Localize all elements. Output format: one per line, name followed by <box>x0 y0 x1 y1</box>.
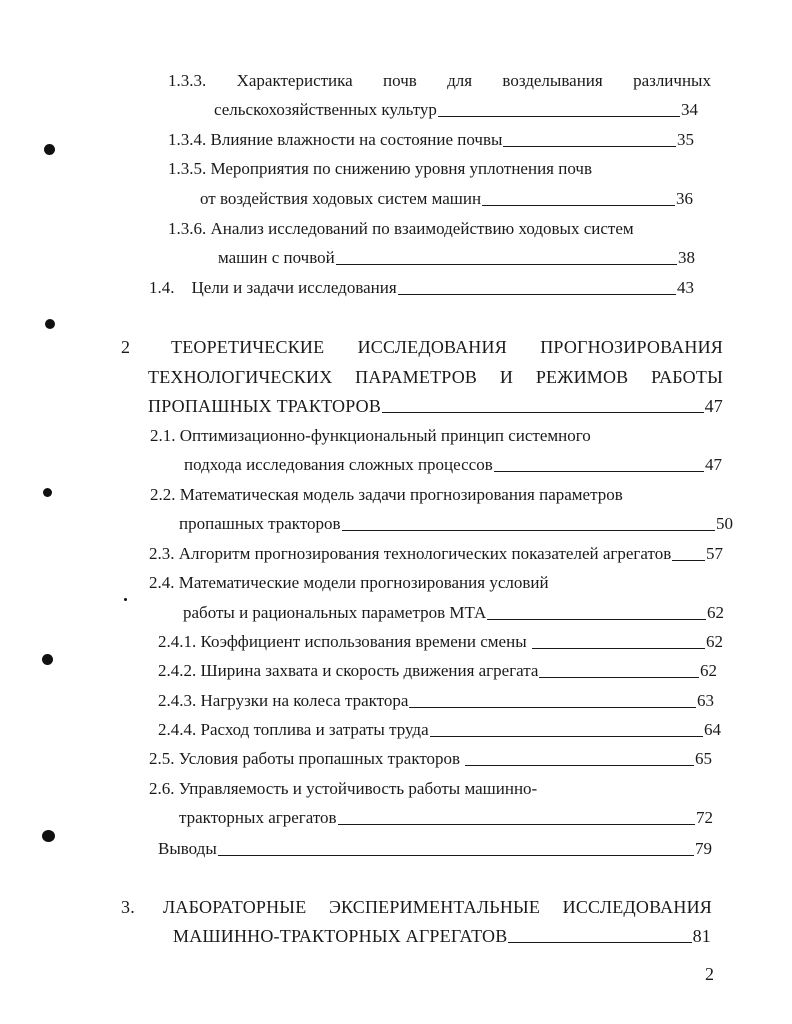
leader-line <box>398 294 676 295</box>
entry-title: тракторных агрегатов <box>179 808 337 827</box>
chapter-2-title-line1 <box>171 337 723 357</box>
entry-word: почв <box>383 71 417 90</box>
leader-line <box>494 471 704 472</box>
page-ref: 38 <box>678 248 695 267</box>
toc-entry-2-4 <box>149 573 549 593</box>
entry-title: машин с почвой <box>218 248 335 267</box>
toc-entry-2-4-1 <box>158 632 723 652</box>
entry-word: возделывания <box>502 71 603 90</box>
toc-entry-2-2-cont <box>179 514 733 534</box>
leader-line <box>409 707 696 708</box>
page-ref: 72 <box>696 808 713 827</box>
toc-entry-1-4 <box>149 278 694 298</box>
entry-title: работы и рациональных параметров МТА <box>183 603 487 622</box>
leader-line <box>465 765 694 766</box>
entry-title: 1.3.5. Мероприятия по снижению уровня уплотнения почв <box>168 159 592 178</box>
entry-title: 1.4. Цели и задачи исследования <box>149 278 397 297</box>
chapter-2-number <box>121 337 130 357</box>
entry-title: Выводы <box>158 839 217 858</box>
page-ref: 43 <box>677 278 694 297</box>
page-ref: 79 <box>695 839 712 858</box>
chapter-3-title-line1 <box>163 897 712 917</box>
leader-line <box>672 560 705 561</box>
chapter-word: ИССЛЕДОВАНИЯ <box>357 337 507 357</box>
chapter-2-title-line2 <box>148 367 723 387</box>
page-ref: 65 <box>695 749 712 768</box>
page-ref: 50 <box>716 514 733 533</box>
leader-line <box>487 619 706 620</box>
chapter-3-number <box>121 897 135 917</box>
scan-mark <box>45 319 55 329</box>
chapter-word: ТЕХНОЛОГИЧЕСКИХ <box>148 367 333 387</box>
page-number: 2 <box>705 964 714 984</box>
toc-entry-2-3 <box>149 544 723 564</box>
leader-line <box>336 264 677 265</box>
leader-line <box>532 648 705 649</box>
entry-title: 1.3.6. Анализ исследований по взаимодействию ходовых систем <box>168 219 634 238</box>
entry-title: пропашных тракторов <box>179 514 341 533</box>
entry-title: 2.6. Управляемость и устойчивость работы машинно- <box>149 779 538 798</box>
toc-entry-1-3-3-cont <box>214 100 698 120</box>
page-ref: 47 <box>704 396 723 416</box>
entry-title: сельскохозяйственных культур <box>214 100 437 119</box>
toc-entry-2-6-cont <box>179 808 713 828</box>
entry-title: 2.4.2. Ширина захвата и скорость движения агрегата <box>158 661 539 680</box>
entry-title: 2.1. Оптимизационно-функциональный принцип системного <box>150 426 591 445</box>
toc-entry-1-3-3 <box>168 71 711 91</box>
scan-mark <box>42 654 53 665</box>
chapter-word: ЭКСПЕРИМЕНТАЛЬНЫЕ <box>328 897 541 917</box>
page-ref: 57 <box>706 544 723 563</box>
leader-line <box>218 855 694 856</box>
page-ref: 62 <box>706 632 723 651</box>
toc-entry-2-4-2 <box>158 661 717 681</box>
scan-mark <box>43 488 52 497</box>
page-ref: 62 <box>700 661 717 680</box>
toc-entry-conclusions <box>158 839 712 859</box>
page-ref: 64 <box>704 720 721 739</box>
page-ref: 36 <box>676 189 693 208</box>
leader-line <box>342 530 715 531</box>
entry-title: 2.4.4. Расход топлива и затраты труда <box>158 720 429 739</box>
entry-title: 1.3.4. Влияние влажности на состояние почвы <box>168 130 503 149</box>
page-ref: 35 <box>677 130 694 149</box>
entry-title: от воздействия ходовых систем машин <box>200 189 482 208</box>
chapter-word: ИССЛЕДОВАНИЯ <box>562 897 712 917</box>
toc-entry-2-4-3 <box>158 691 714 711</box>
leader-line <box>503 146 676 147</box>
entry-title: 2.2. Математическая модель задачи прогнозирования параметров <box>150 485 623 504</box>
toc-entry-2-1-cont <box>184 455 722 475</box>
entry-title: 2.4. Математические модели прогнозирования условий <box>149 573 549 592</box>
toc-entry-2-5 <box>149 749 712 769</box>
toc-entry-2-6 <box>149 779 537 799</box>
chapter-word: И <box>499 367 514 387</box>
page-ref: 47 <box>705 455 722 474</box>
leader-line <box>438 116 680 117</box>
chapter-word: ТЕОРЕТИЧЕСКИЕ <box>171 337 325 357</box>
toc-entry-1-3-5-cont <box>200 189 693 209</box>
entry-number: 1.3.3. <box>168 71 207 90</box>
chapter-number: 3. <box>121 897 135 917</box>
page-ref: 34 <box>681 100 698 119</box>
toc-entry-1-3-6 <box>168 219 634 239</box>
entry-title: 2.4.3. Нагрузки на колеса трактора <box>158 691 409 710</box>
toc-entry-1-3-6-cont <box>218 248 695 268</box>
entry-word: различных <box>633 71 711 90</box>
chapter-title: МАШИННО-ТРАКТОРНЫХ АГРЕГАТОВ <box>173 926 508 946</box>
page-ref: 62 <box>707 603 724 622</box>
toc-entry-2-4-4 <box>158 720 721 740</box>
entry-word: для <box>447 71 473 90</box>
entry-title: 2.5. Условия работы пропашных тракторов <box>149 749 465 768</box>
toc-entry-2-4-cont <box>183 603 724 623</box>
leader-line <box>482 205 675 206</box>
page-ref: 81 <box>692 926 711 946</box>
scan-mark <box>44 144 55 155</box>
page-ref: 63 <box>697 691 714 710</box>
chapter-word: РАБОТЫ <box>651 367 723 387</box>
chapter-3-title-cont <box>173 926 711 946</box>
chapter-word: ПРОГНОЗИРОВАНИЯ <box>540 337 723 357</box>
chapter-title: ПРОПАШНЫХ ТРАКТОРОВ <box>148 396 382 416</box>
entry-title: 2.4.1. Коэффициент использования времени смены <box>158 632 531 651</box>
chapter-word: ПАРАМЕТРОВ <box>355 367 478 387</box>
entry-title: 2.3. Алгоритм прогнозирования технологических показателей агрегатов <box>149 544 672 563</box>
leader-line <box>508 942 691 943</box>
chapter-number: 2 <box>121 337 131 357</box>
chapter-word: ЛАБОРАТОРНЫЕ <box>163 897 307 917</box>
leader-line <box>338 824 695 825</box>
scan-mark <box>42 830 55 842</box>
toc-entry-1-3-5 <box>168 159 592 179</box>
entry-word: Характеристика <box>236 71 353 90</box>
chapter-2-title-cont <box>148 396 723 416</box>
toc-entry-1-3-4 <box>168 130 694 150</box>
leader-line <box>430 736 703 737</box>
leader-line <box>539 677 699 678</box>
entry-title: подхода исследования сложных процессов <box>184 455 493 474</box>
leader-line <box>382 412 704 413</box>
toc-entry-2-2 <box>150 485 623 505</box>
toc-entry-2-1 <box>150 426 591 446</box>
scan-mark <box>124 598 127 601</box>
chapter-word: РЕЖИМОВ <box>535 367 629 387</box>
